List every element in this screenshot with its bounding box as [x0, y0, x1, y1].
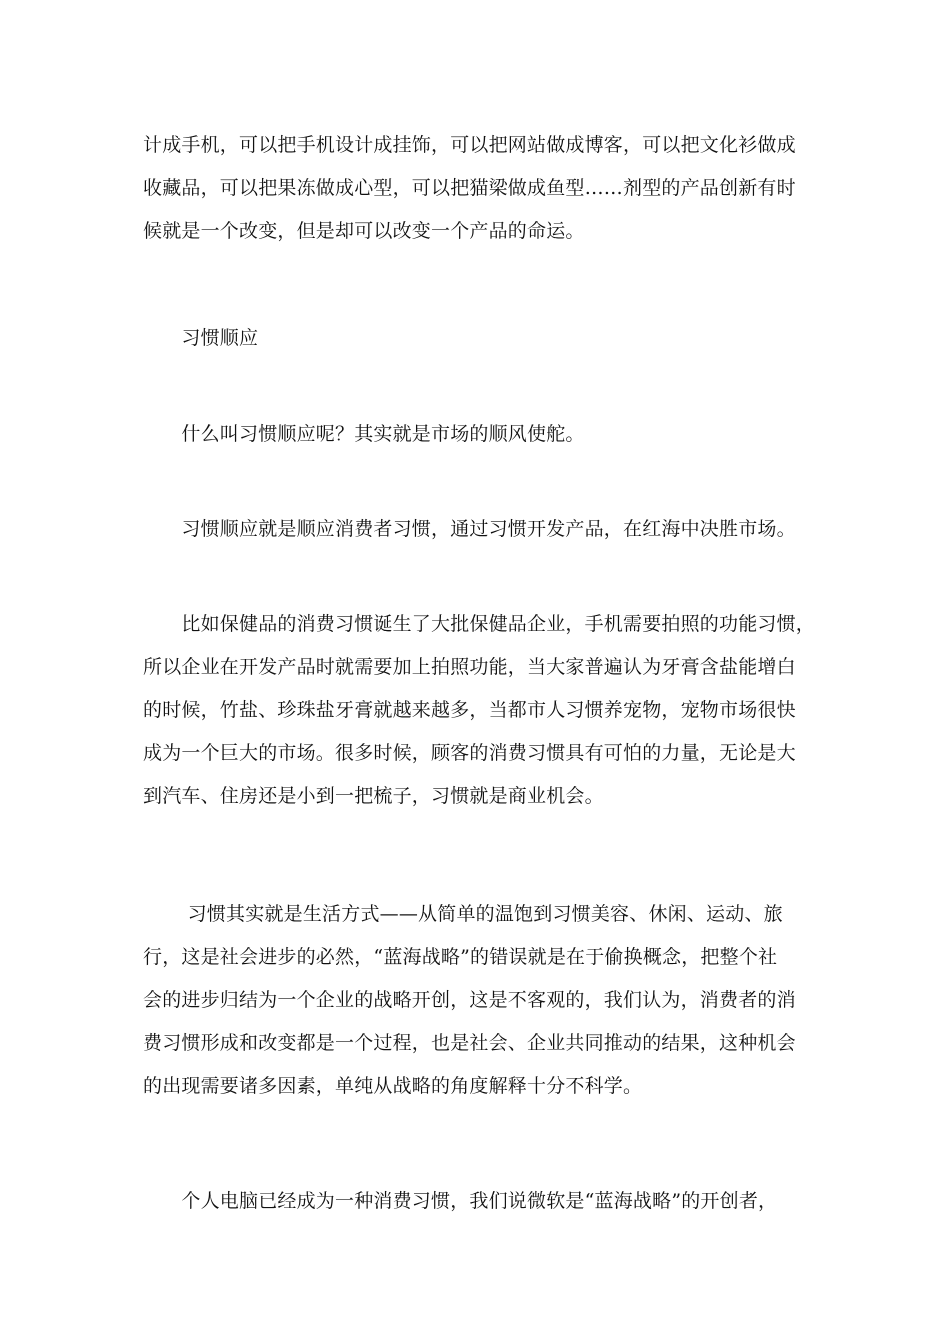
text-line: 比如保健品的消费习惯诞生了大批保健品企业，手机需要拍照的功能习惯， — [143, 613, 816, 635]
text-line: 收藏品，可以把果冻做成心型，可以把猫梁做成鱼型……剂型的产品创新有时 — [143, 177, 796, 199]
section-heading-habit-compliance — [143, 317, 808, 360]
paragraph-lifestyle — [143, 893, 808, 1108]
text-line: 计成手机，可以把手机设计成挂饰，可以把网站做成博客，可以把文化衫做成 — [143, 134, 796, 156]
paragraph-habit-consumer — [143, 508, 808, 551]
text-line: 习惯其实就是生活方式——从简单的温饱到习惯美容、休闲、运动、旅 — [143, 903, 783, 925]
text-line: 会的进步归结为一个企业的战略开创，这是不客观的，我们认为，消费者的消 — [143, 989, 796, 1011]
text-line: 到汽车、住房还是小到一把梳子，习惯就是商业机会。 — [143, 785, 604, 807]
text-line: 的时候，竹盐、珍珠盐牙膏就越来越多，当都市人习惯养宠物，宠物市场很快 — [143, 699, 796, 721]
paragraph-product-innovation — [143, 124, 808, 253]
paragraph-personal-computer — [143, 1180, 808, 1223]
text-line: 什么叫习惯顺应呢？其实就是市场的顺风使舵。 — [143, 423, 585, 445]
paragraph-examples — [143, 603, 816, 818]
text-line: 个人电脑已经成为一种消费习惯，我们说微软是“蓝海战略”的开创者， — [143, 1190, 778, 1212]
text-line: 成为一个巨大的市场。很多时候，顾客的消费习惯具有可怕的力量，无论是大 — [143, 742, 796, 764]
text-line: 的出现需要诸多因素，单纯从战略的角度解释十分不科学。 — [143, 1075, 643, 1097]
text-line: 习惯顺应就是顺应消费者习惯，通过习惯开发产品，在红海中决胜市场。 — [143, 518, 796, 540]
text-line: 习惯顺应 — [143, 327, 259, 349]
text-line: 候就是一个改变，但是却可以改变一个产品的命运。 — [143, 220, 585, 242]
text-line: 费习惯形成和改变都是一个过程，也是社会、企业共同推动的结果，这种机会 — [143, 1032, 796, 1054]
paragraph-definition — [143, 413, 808, 456]
text-line: 行，这是社会进步的必然，“蓝海战略”的错误就是在于偷换概念，把整个社 — [143, 946, 778, 968]
text-line: 所以企业在开发产品时就需要加上拍照功能，当大家普遍认为牙膏含盐能增白 — [143, 656, 796, 678]
